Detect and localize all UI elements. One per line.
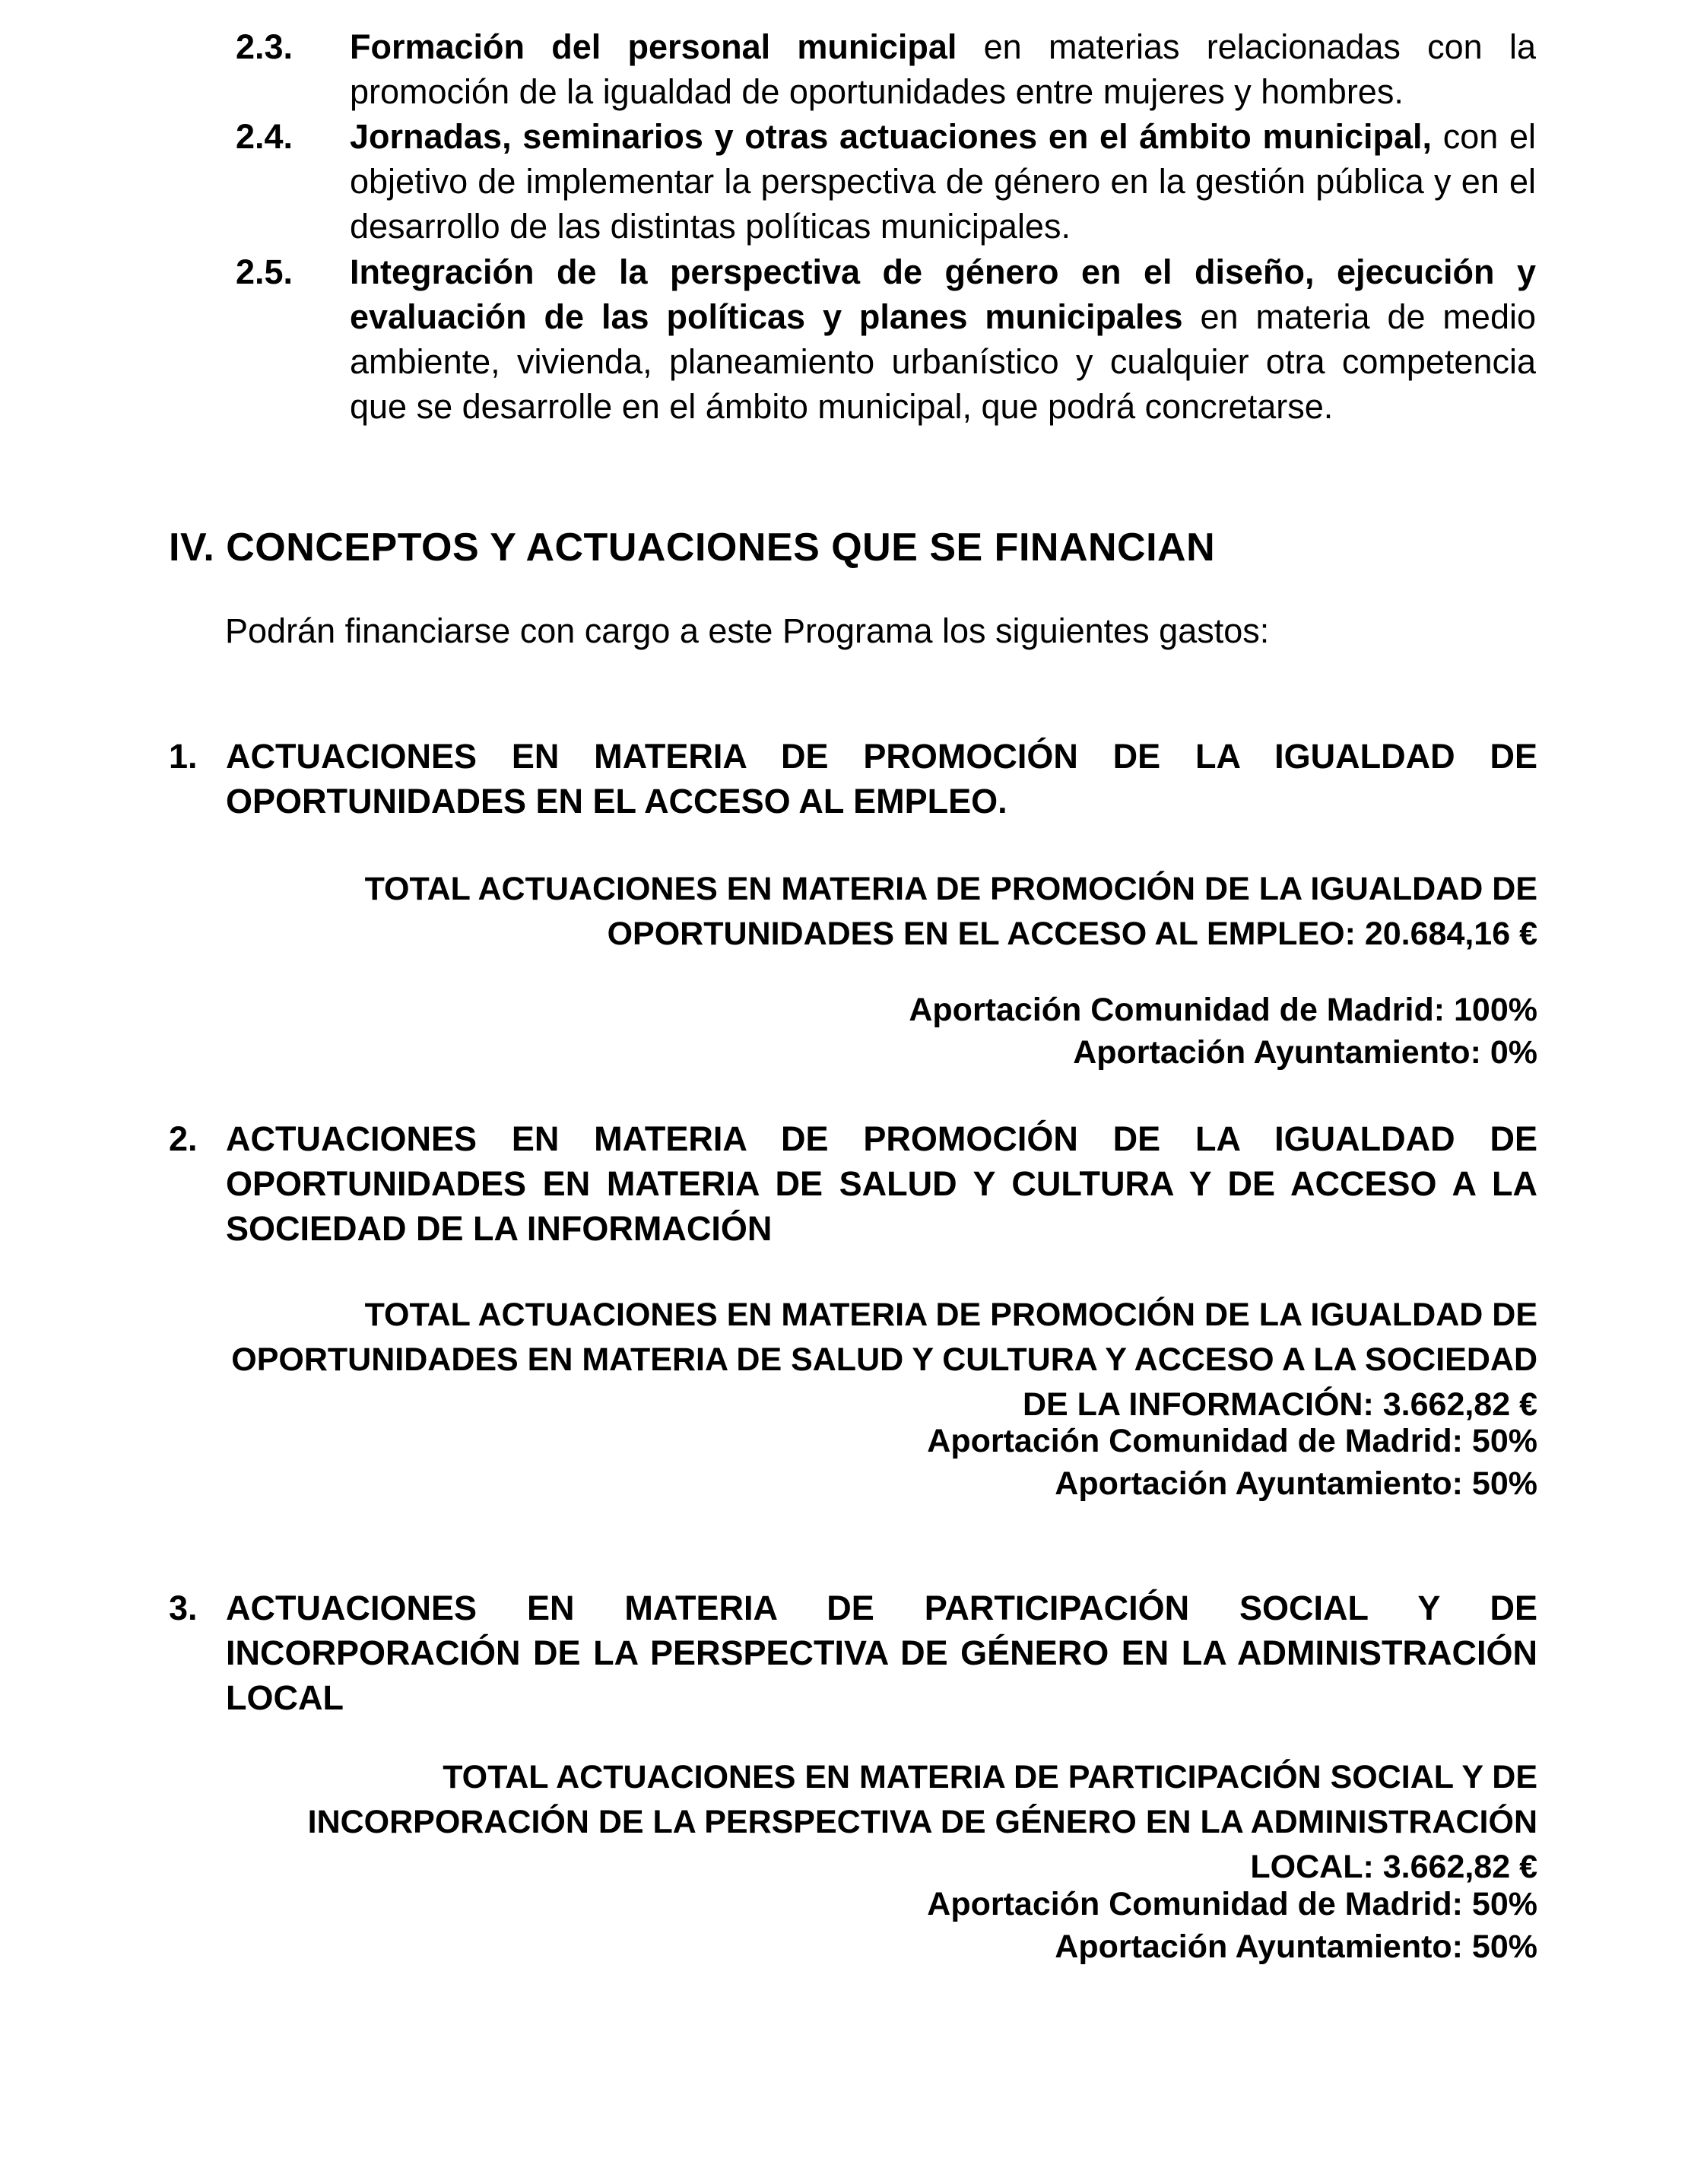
- subitem-bold-text: Jornadas, seminarios y otras actuaciones en el ámbito municipal,: [350, 117, 1433, 156]
- item-number: 1.: [169, 737, 198, 776]
- subitem-body: [350, 24, 1536, 114]
- subitem-text: en materias relacionadas con la promoción de la igualdad de oportunidades entre mujeres y hombres.: [350, 27, 1536, 111]
- section-title: IV. CONCEPTOS Y ACTUACIONES QUE SE FINANCIAN: [169, 525, 1216, 570]
- item-3-total: TOTAL ACTUACIONES EN MATERIA DE PARTICIPACIÓN SOCIAL Y DE INCORPORACIÓN DE LA PERSPECTIVA DE GÉNERO EN LA ADMINISTRACIÓN LOCAL: 3.662,82 €: [307, 1759, 1537, 1885]
- item-2-total: TOTAL ACTUACIONES EN MATERIA DE PROMOCIÓN DE LA IGUALDAD DE OPORTUNIDADES EN MATERIA DE SALUD Y CULTURA Y ACCESO A LA SOCIEDAD DE LA INFORMACIÓN: 3.662,82 €: [231, 1297, 1537, 1423]
- funding-item-2: [169, 1116, 1537, 1251]
- subitem-text: en materia de medio ambiente, vivienda, planeamiento urbanístico y cualquier otra competencia que se desarrolle en el ámbito municipal, que podrá concretarse.: [350, 297, 1537, 426]
- item-title: ACTUACIONES EN MATERIA DE PROMOCIÓN DE LA IGUALDAD DE OPORTUNIDADES EN MATERIA DE SALUD Y CULTURA Y DE ACCESO A LA SOCIEDAD DE LA INFORMACIÓN: [226, 1119, 1537, 1248]
- contribution-ayuntamiento: Aportación Ayuntamiento: 0%: [1073, 1034, 1537, 1071]
- subitem-number: 2.5.: [236, 252, 293, 291]
- item-3-contributions: [927, 1883, 1537, 1968]
- funding-item-3: [169, 1586, 1537, 1720]
- item-1-total: TOTAL ACTUACIONES EN MATERIA DE PROMOCIÓN DE LA IGUALDAD DE OPORTUNIDADES EN EL ACCESO AL EMPLEO: 20.684,16 €: [364, 871, 1537, 952]
- contribution-comunidad: Aportación Comunidad de Madrid: 50%: [927, 1886, 1537, 1922]
- item-title: ACTUACIONES EN MATERIA DE PROMOCIÓN DE LA IGUALDAD DE OPORTUNIDADES EN EL ACCESO AL EMPLEO.: [226, 737, 1537, 821]
- subitem-bold-text: Formación del personal municipal: [350, 27, 957, 66]
- item-2-contributions: [927, 1420, 1537, 1505]
- subitem-number: 2.4.: [236, 117, 293, 156]
- contribution-comunidad: Aportación Comunidad de Madrid: 50%: [927, 1423, 1537, 1459]
- subitem-bold-text: Integración de la perspectiva de género en el diseño, ejecución y evaluación de las políticas y planes municipales: [350, 252, 1536, 336]
- funding-item-1: [169, 734, 1537, 824]
- subitem-2-5: [236, 249, 1536, 429]
- subitem-body: [350, 249, 1536, 429]
- subitem-body: [350, 114, 1536, 249]
- subitem-2-3: [236, 24, 1536, 114]
- item-1-contributions: [909, 989, 1537, 1074]
- item-number: 2.: [169, 1119, 198, 1158]
- contribution-ayuntamiento: Aportación Ayuntamiento: 50%: [1055, 1465, 1537, 1502]
- item-title: ACTUACIONES EN MATERIA DE PARTICIPACIÓN SOCIAL Y DE INCORPORACIÓN DE LA PERSPECTIVA DE GÉNERO EN LA ADMINISTRACIÓN LOCAL: [226, 1589, 1537, 1717]
- contribution-ayuntamiento: Aportación Ayuntamiento: 50%: [1055, 1928, 1537, 1965]
- subitem-number: 2.3.: [236, 27, 293, 66]
- contribution-comunidad: Aportación Comunidad de Madrid: 100%: [909, 992, 1537, 1028]
- subitem-text: con el objetivo de implementar la perspectiva de género en la gestión pública y en el desarrollo de las distintas políticas municipales.: [350, 117, 1536, 246]
- subitem-2-4: [236, 114, 1536, 249]
- section-intro: Podrán financiarse con cargo a este Programa los siguientes gastos:: [225, 611, 1270, 650]
- item-number: 3.: [169, 1589, 198, 1627]
